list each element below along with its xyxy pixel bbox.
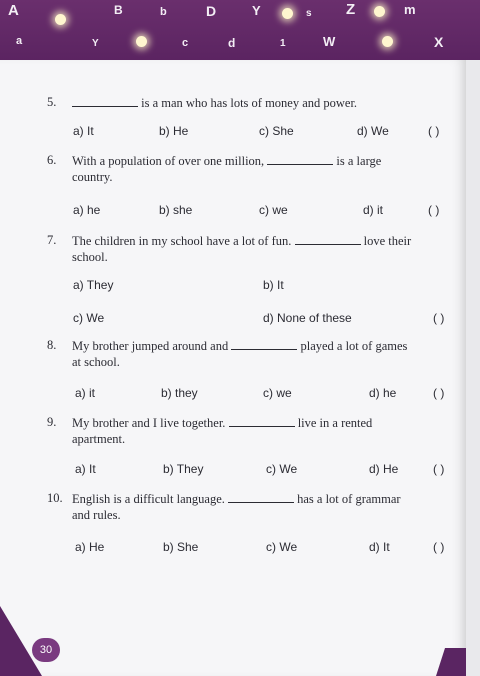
question-text [72, 152, 467, 185]
answer-blank[interactable] [228, 490, 294, 503]
question-text-before: My brother jumped around and [72, 339, 229, 353]
option-d[interactable]: d) None of these [263, 311, 352, 325]
answer-box[interactable]: ( ) [433, 540, 445, 554]
question-number: 7. [47, 233, 57, 247]
option-d[interactable]: d) he [369, 386, 397, 400]
banner-letter: Y [252, 3, 261, 18]
answer-blank[interactable] [267, 152, 333, 165]
option-c[interactable]: c) we [263, 386, 292, 400]
option-c[interactable]: c) we [259, 203, 288, 217]
option-a[interactable]: a) he [73, 203, 101, 217]
banner-letter: B [114, 3, 123, 17]
question-text [72, 490, 467, 523]
question-text [72, 232, 467, 265]
question-text-after: has a lot of grammar [297, 492, 401, 506]
option-d[interactable]: d) He [369, 462, 399, 476]
question-text-line2: country. [72, 170, 113, 184]
answer-box[interactable]: ( ) [433, 386, 445, 400]
option-b[interactable]: b) they [161, 386, 198, 400]
question-text [72, 337, 467, 370]
option-c[interactable]: c) We [266, 540, 298, 554]
question-number: 10. [47, 491, 63, 505]
banner-letter: a [16, 35, 23, 47]
question-number: 8. [47, 338, 57, 352]
question-text-after: played a lot of games [300, 339, 408, 353]
option-b[interactable]: b) It [263, 278, 284, 292]
banner-letter: D [206, 3, 217, 19]
question-text-after: is a man who has lots of money and power. [141, 96, 358, 110]
option-d[interactable]: d) it [363, 203, 384, 217]
option-a[interactable]: a) it [75, 386, 96, 400]
answer-blank[interactable] [72, 94, 138, 107]
banner-letter: m [404, 2, 416, 17]
answer-box[interactable]: ( ) [428, 124, 440, 138]
answer-box[interactable]: ( ) [433, 462, 445, 476]
banner-letter: d [228, 36, 236, 50]
question-text [72, 94, 467, 111]
option-d[interactable]: d) It [369, 540, 390, 554]
lightbulb-icon [136, 36, 147, 47]
answer-blank[interactable] [231, 337, 297, 350]
option-b[interactable]: b) she [159, 203, 193, 217]
question-number: 6. [47, 153, 57, 167]
question-text-before: English is a difficult language. [72, 492, 225, 506]
lightbulb-icon [374, 6, 385, 17]
question-number: 9. [47, 415, 57, 429]
option-c[interactable]: c) She [259, 124, 294, 138]
question-text-line2: at school. [72, 355, 120, 369]
question-text-after: love their [363, 234, 412, 248]
option-b[interactable]: b) He [159, 124, 189, 138]
question-number: 5. [47, 95, 57, 109]
banner-letter: Y [92, 38, 99, 49]
banner-letter: s [306, 8, 312, 19]
banner-letter: b [160, 6, 167, 18]
option-b[interactable]: b) She [163, 540, 199, 554]
answer-box[interactable]: ( ) [428, 203, 440, 217]
option-a[interactable]: a) They [73, 278, 114, 292]
question-text-before: With a population of over one million, [72, 154, 265, 168]
answer-blank[interactable] [229, 414, 295, 427]
question-text-before: The children in my school have a lot of fun. [72, 234, 292, 248]
option-b[interactable]: b) They [163, 462, 204, 476]
lightbulb-icon [55, 14, 66, 25]
answer-blank[interactable] [295, 232, 361, 245]
question-text-after: live in a rented [297, 416, 373, 430]
banner-letter: 1 [280, 38, 286, 49]
corner-decoration [436, 648, 466, 676]
option-a[interactable]: a) It [75, 462, 96, 476]
banner-letter: c [182, 37, 189, 49]
banner-letter: W [323, 34, 336, 49]
question-text-after: is a large [336, 154, 382, 168]
option-a[interactable]: a) It [73, 124, 94, 138]
banner-letter: A [8, 2, 19, 19]
option-c[interactable]: c) We [266, 462, 298, 476]
banner-letter: X [434, 34, 444, 50]
question-text-line2: school. [72, 250, 108, 264]
option-d[interactable]: d) We [357, 124, 389, 138]
question-text-line2: and rules. [72, 508, 121, 522]
banner-letter: Z [346, 1, 356, 18]
lightbulb-icon [382, 36, 393, 47]
lightbulb-icon [282, 8, 293, 19]
question-text [72, 414, 467, 447]
header-banner [0, 0, 480, 60]
question-text-line2: apartment. [72, 432, 126, 446]
option-c[interactable]: c) We [73, 311, 105, 325]
question-text-before: My brother and I live together. [72, 416, 226, 430]
option-a[interactable]: a) He [75, 540, 105, 554]
page-number: 30 [32, 638, 60, 662]
answer-box[interactable]: ( ) [433, 311, 445, 325]
